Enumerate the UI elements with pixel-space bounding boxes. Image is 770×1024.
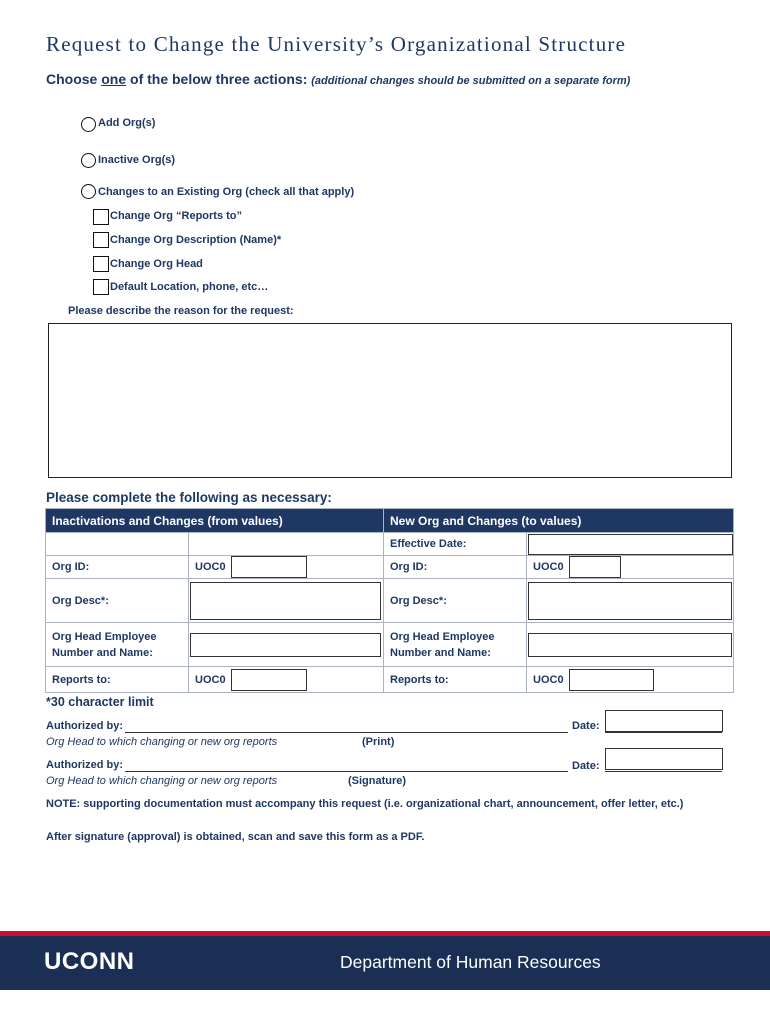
from-org-desc-label: Org Desc*: [46, 579, 189, 623]
from-org-head-cell [189, 623, 384, 667]
from-head-line2: Number and Name: [52, 646, 153, 659]
effective-date-input[interactable] [528, 534, 733, 555]
to-org-desc-label: Org Desc*: [384, 579, 527, 623]
print-label: (Print) [362, 736, 395, 748]
auth-sub-1: Org Head to which changing or new org reports [46, 736, 278, 748]
after-signature-note: After signature (approval) is obtained, scan and save this form as a PDF. [46, 831, 425, 843]
to-org-id-cell [527, 556, 734, 579]
default-location-label: Default Location, phone, etc… [110, 281, 269, 293]
from-head-line1: Org Head Employee [52, 630, 157, 643]
authorized-by-signature-line[interactable] [125, 771, 568, 772]
reason-label: Please describe the reason for the request: [68, 305, 294, 317]
from-uoc-prefix: UOC0 [195, 560, 226, 573]
date-line-2 [605, 771, 722, 772]
description-label: Change Org Description (Name)* [110, 234, 282, 246]
empty-cell [189, 533, 384, 556]
to-org-id-input[interactable] [569, 556, 621, 578]
inactive-org-label: Inactive Org(s) [98, 154, 176, 166]
to-org-head-input[interactable] [528, 633, 732, 657]
reports-to-checkbox[interactable] [93, 209, 109, 225]
authorized-by-label-1: Authorized by: [46, 720, 123, 732]
date-input-1[interactable] [605, 710, 723, 732]
uconn-logo: UCONN [44, 948, 135, 975]
org-change-table [45, 508, 734, 693]
to-reports-uoc-prefix: UOC0 [533, 673, 564, 686]
date-label-2: Date: [572, 760, 600, 772]
authorized-by-label-2: Authorized by: [46, 759, 123, 771]
to-reports-to-label: Reports to: [384, 667, 527, 693]
department-name: Department of Human Resources [340, 952, 601, 972]
date-label-1: Date: [572, 720, 600, 732]
empty-cell [46, 533, 189, 556]
from-org-head-label [46, 623, 189, 667]
choose-emphasis: one [101, 71, 127, 87]
to-head-line2: Number and Name: [390, 646, 491, 659]
effective-date-label: Effective Date: [384, 533, 527, 556]
to-org-desc-cell [527, 579, 734, 623]
signature-label: (Signature) [348, 775, 407, 787]
inactive-org-radio[interactable] [81, 153, 96, 168]
add-org-radio[interactable] [81, 117, 96, 132]
date-line-1 [605, 732, 722, 733]
to-head-line1: Org Head Employee [390, 630, 495, 643]
to-reports-to-cell [527, 667, 734, 693]
section-heading: Please complete the following as necessary: [46, 490, 332, 505]
from-org-head-input[interactable] [190, 633, 381, 657]
from-reports-to-cell [189, 667, 384, 693]
to-org-id-label: Org ID: [384, 556, 527, 579]
from-values-header: Inactivations and Changes (from values) [46, 509, 384, 533]
choose-suffix: of the below three actions: [126, 71, 312, 87]
to-uoc-prefix: UOC0 [533, 560, 564, 573]
org-head-label: Change Org Head [110, 258, 203, 270]
from-reports-to-label: Reports to: [46, 667, 189, 693]
org-head-checkbox[interactable] [93, 256, 109, 272]
documentation-note: NOTE: supporting documentation must accompany this request (i.e. organizational chart, announcement, offer letter, etc.) [46, 798, 684, 810]
from-org-desc-cell [189, 579, 384, 623]
reason-textarea[interactable] [48, 323, 732, 478]
to-values-header: New Org and Changes (to values) [384, 509, 734, 533]
from-org-id-cell [189, 556, 384, 579]
choose-note: (additional changes should be submitted on a separate form) [311, 75, 631, 87]
change-existing-org-radio[interactable] [81, 184, 96, 199]
auth-sub-2: Org Head to which changing or new org reports [46, 775, 278, 787]
from-reports-uoc-prefix: UOC0 [195, 673, 226, 686]
form-title: Request to Change the University’s Organizational Structure [46, 32, 627, 56]
default-location-checkbox[interactable] [93, 279, 109, 295]
from-org-id-input[interactable] [231, 556, 307, 578]
description-checkbox[interactable] [93, 232, 109, 248]
date-input-2[interactable] [605, 748, 723, 770]
reports-to-label: Change Org “Reports to” [110, 210, 243, 222]
character-limit-note: *30 character limit [46, 695, 154, 709]
from-reports-to-input[interactable] [231, 669, 307, 691]
add-org-label: Add Org(s) [98, 117, 156, 129]
to-org-head-label [384, 623, 527, 667]
authorized-by-print-line[interactable] [125, 732, 568, 733]
from-org-desc-input[interactable] [190, 582, 381, 620]
change-existing-org-label: Changes to an Existing Org (check all that apply) [98, 186, 355, 198]
from-org-id-label: Org ID: [46, 556, 189, 579]
effective-date-cell [527, 533, 734, 556]
to-org-head-cell [527, 623, 734, 667]
to-org-desc-input[interactable] [528, 582, 732, 620]
to-reports-to-input[interactable] [569, 669, 654, 691]
choose-prefix: Choose [46, 71, 102, 87]
choose-instruction [46, 71, 630, 87]
